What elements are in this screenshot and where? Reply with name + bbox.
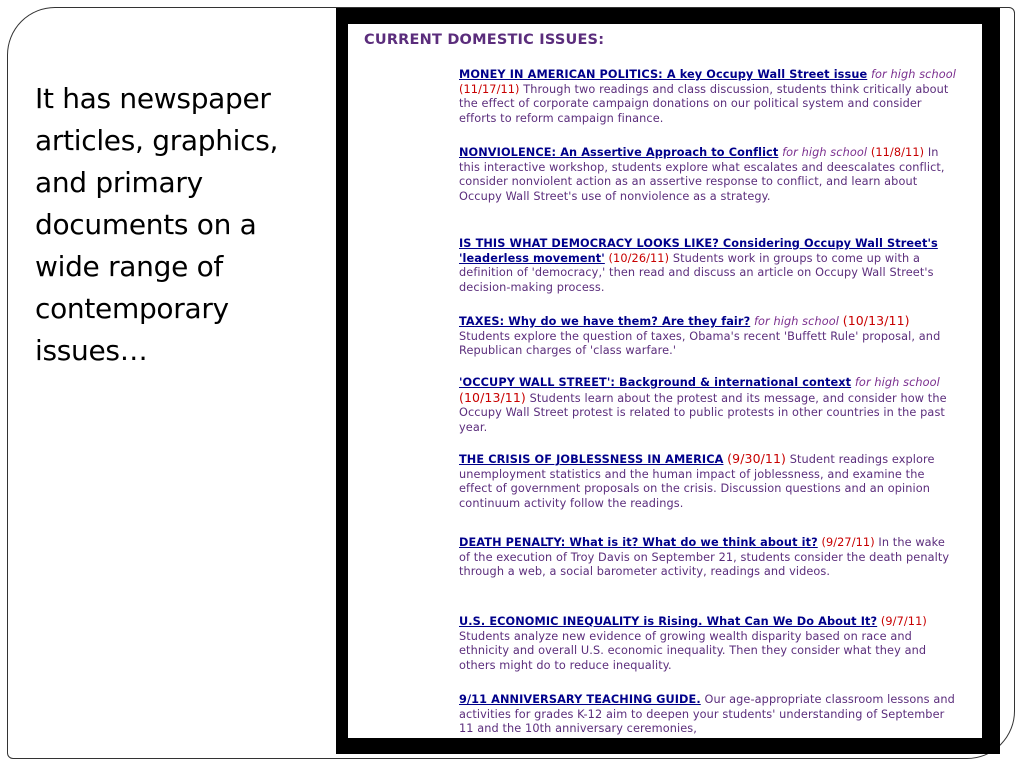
issue-entry (459, 615, 959, 673)
date-label: (10/13/11) (459, 389, 526, 405)
issue-description: Students learn about the protest and its message, and consider how the Occupy Wall Street protest is related to public protests in other countries in the past year. (459, 391, 947, 434)
issue-description: Students work in groups to come up with a definition of 'democracy,' then read and discuss an article on Occupy Wall Street's decision-making process. (459, 251, 934, 294)
date-label: (11/17/11) (459, 82, 520, 96)
date-label: (10/13/11) (842, 313, 910, 328)
issue-link[interactable]: 'OCCUPY WALL STREET': Background & international context (459, 376, 852, 389)
date-label: (9/27/11) (821, 536, 875, 549)
audience-label: for high school (782, 146, 868, 159)
date-label: (9/30/11) (727, 451, 787, 466)
screenshot-panel (348, 24, 982, 738)
issue-link[interactable]: MONEY IN AMERICAN POLITICS: A key Occupy Wall Street issue (459, 68, 868, 81)
issue-description: Students analyze new evidence of growing wealth disparity based on race and ethnicity and overall U.S. economic inequality. Then they consider what they and others might do to reduce inequality. (459, 629, 927, 672)
slide-caption: It has newspaper articles, graphics, and primary documents on a wide range of contemporary issues… (35, 82, 279, 367)
section-heading: CURRENT DOMESTIC ISSUES: (364, 32, 605, 48)
date-label: (10/26/11) (608, 251, 670, 265)
issue-entry (459, 146, 959, 204)
audience-label: for high school (854, 376, 940, 389)
issue-entry (459, 68, 959, 126)
issue-link[interactable]: DEATH PENALTY: What is it? What do we think about it? (459, 536, 818, 549)
issue-description: Student readings explore unemployment statistics and the human impact of joblessness, and examine the effect of government proposals on the crisis. Discussion questions and an opinion continuum activity follow the readings. (459, 453, 935, 510)
issue-entry (459, 536, 959, 580)
issue-link[interactable]: THE CRISIS OF JOBLESSNESS IN AMERICA (459, 453, 724, 466)
issue-description: Our age-appropriate classroom lessons and activities for grades K-12 aim to deepen your students' understanding of September 11 and the 10th anniversary ceremonies, (459, 693, 955, 736)
issue-entry (459, 237, 959, 295)
audience-label: for high school (870, 68, 957, 81)
issue-entry (459, 376, 959, 435)
issue-link[interactable]: U.S. ECONOMIC INEQUALITY is Rising. What Can We Do About It? (459, 615, 878, 628)
issue-link[interactable]: NONVIOLENCE: An Assertive Approach to Conflict (459, 146, 779, 159)
issue-entry (459, 693, 959, 737)
issue-link[interactable]: IS THIS WHAT DEMOCRACY LOOKS LIKE? Considering Occupy Wall Street's 'leaderless movement' (459, 237, 938, 265)
issue-link[interactable]: 9/11 ANNIVERSARY TEACHING GUIDE. (459, 693, 701, 706)
issue-entry (459, 452, 959, 511)
date-label: (9/7/11) (880, 615, 927, 628)
issue-link[interactable]: TAXES: Why do we have them? Are they fair? (459, 315, 751, 328)
audience-label: for high school (753, 315, 840, 328)
issue-description: In this interactive workshop, students explore what escalates and deescalates conflict, consider nonviolent action as an assertive response to conflict, and learn about Occupy Wall Street's use of nonviolence as a strategy. (459, 146, 945, 203)
date-label: (11/8/11) (870, 146, 925, 159)
issue-description: Students explore the question of taxes, Obama's recent 'Buffett Rule' proposal, and Republican charges of 'class warfare.' (459, 329, 941, 358)
issue-description: In the wake of the execution of Troy Davis on September 21, students consider the death penalty through a web, a social barometer activity, readings and videos. (459, 536, 950, 579)
issue-description: Through two readings and class discussion, students think critically about the effect of corporate campaign donations on our political system and consider efforts to reform campaign finance. (459, 82, 949, 125)
issue-entry (459, 314, 959, 359)
